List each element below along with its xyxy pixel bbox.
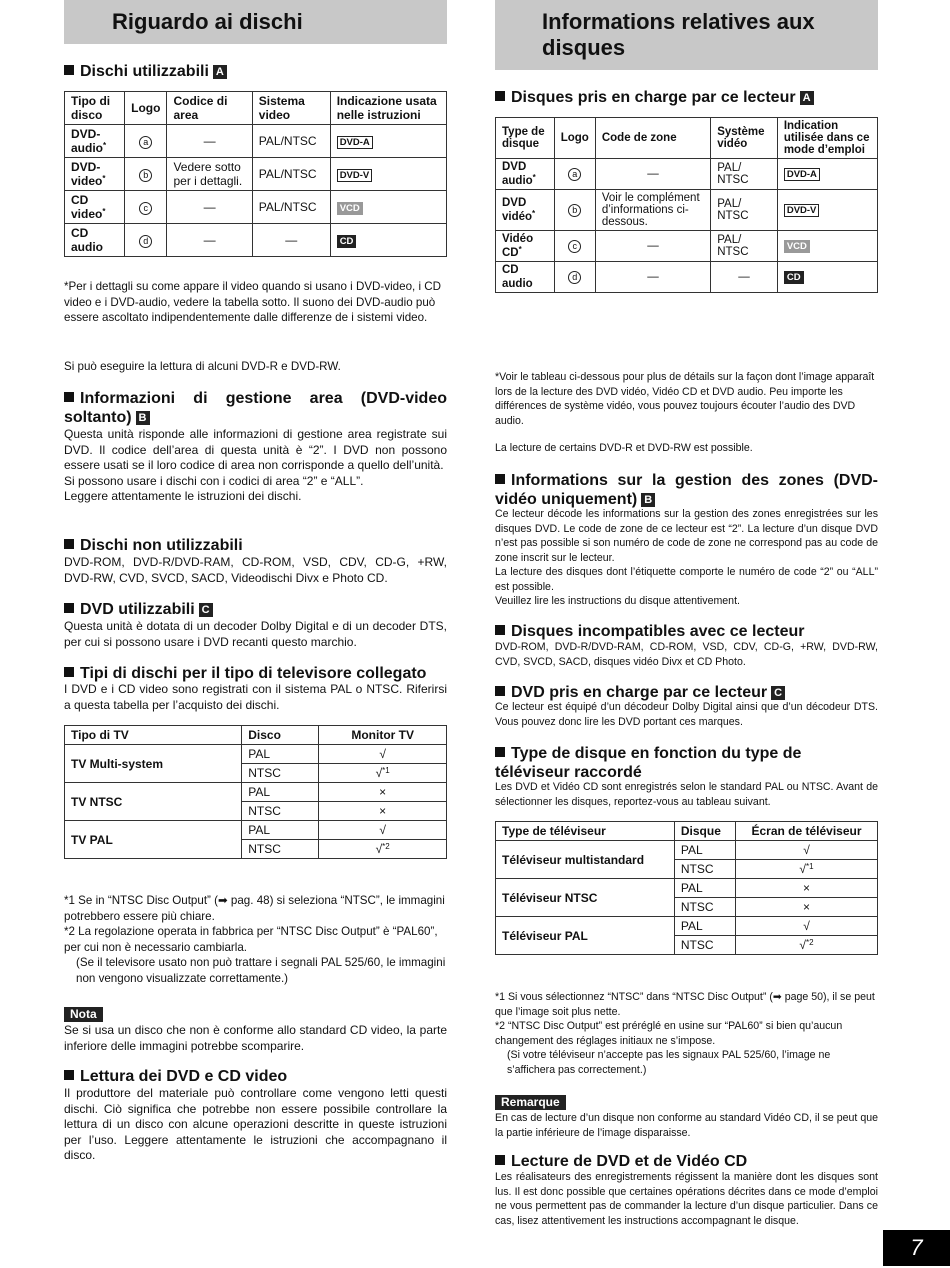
table-header: Tipo di disco [65, 92, 125, 125]
right-footnote: *Voir le tableau ci-dessous pour plus de détails sur la façon dont l’image apparaît lors de la lecture des DVD vidéo, Vidéo CD et DVD audio. Peu importe les différences de système vidéo, vous pouvez toujours écouter l’audio des DVD audio. [495, 371, 875, 427]
table-row [496, 262, 878, 293]
monitor-footnote: *2 [806, 938, 814, 947]
table-row [496, 841, 878, 860]
area-cell: — [167, 191, 252, 224]
monitor-symbol: √ [375, 766, 383, 780]
left-dvdr-note: Si può eseguire la lettura di alcuni DVD-R e DVD-RW. [64, 360, 341, 373]
area-cell: — [595, 159, 710, 190]
indication-cell [330, 191, 446, 224]
monitor-symbol: √ [375, 842, 383, 856]
table-row [65, 125, 447, 158]
disc-cell: PAL [242, 821, 319, 840]
table-row [65, 191, 447, 224]
left-s2-body3: Leggere attentamente le istruzioni dei dischi. [64, 489, 302, 503]
logo-cell [125, 125, 167, 158]
monitor-cell [319, 840, 447, 859]
system-cell: PAL/NTSC [252, 158, 330, 191]
left-s5-heading: Tipi di dischi per il tipo di televisore collegato [64, 664, 447, 683]
indication-tag: DVD-V [784, 204, 820, 217]
area-cell: — [167, 125, 252, 158]
monitor-symbol: √ [379, 747, 386, 761]
right-s1-heading: Disques pris en charge par ce lecteur A [495, 88, 878, 107]
left-footnote: *Per i dettagli su come appare il video quando si usano i DVD-video, i CD video e i DVD-audio, vedere la tabella sotto. Il suono dei DVD-audio può essere ascoltato indipendentemente dalle differenze de i sistemi video. [64, 280, 441, 324]
left-column [64, 0, 447, 1162]
table-row [496, 917, 878, 936]
logo-cell [554, 231, 595, 262]
monitor-cell [736, 879, 878, 898]
monitor-cell [736, 860, 878, 879]
monitor-footnote: *2 [382, 842, 390, 851]
table-header: Codice di area [167, 92, 252, 125]
system-cell: PAL/ NTSC [711, 159, 778, 190]
table-row [496, 231, 878, 262]
area-cell: Voir le complément d’informations ci-dessous. [595, 190, 710, 231]
table-header: Logo [554, 118, 595, 159]
indication-cell [330, 158, 446, 191]
monitor-symbol: × [379, 804, 387, 818]
monitor-cell [319, 821, 447, 840]
tv-type-cell: Téléviseur multistandard [496, 841, 675, 879]
system-cell: PAL/NTSC [252, 191, 330, 224]
table-row [65, 745, 447, 764]
right-dvdr-note: La lecture de certains DVD-R et DVD-RW est possible. [495, 442, 753, 454]
right-s6-heading: Lecture de DVD et de Vidéo CD [495, 1152, 878, 1171]
tv-type-cell: TV NTSC [65, 783, 242, 821]
tv-type-cell: TV Multi-system [65, 745, 242, 783]
logo-circle-icon: b [139, 169, 152, 182]
left-s2-body: Questa unità risponde alle informazioni di gestione area registrate sui DVD. Il codice dell’area di questa unità è “2”. I DVD non possono essere usati se il loro codice di area non corrisponde a quello dell’unità. [64, 427, 447, 472]
disc-cell: NTSC [242, 764, 319, 783]
monitor-cell [319, 745, 447, 764]
disc-cell: NTSC [674, 898, 735, 917]
left-s3-body: DVD-ROM, DVD-R/DVD-RAM, CD-ROM, VSD, CDV, CD-G, +RW, DVD-RW, CVD, SVCD, SACD, Videodischi Divx e Photo CD. [64, 555, 447, 585]
right-banner: Informations relatives aux disques [495, 0, 878, 70]
left-s4-body: Questa unità è dotata di un decoder Dolby Digital e di un decoder DTS, per cui si possono usare i DVD recanti questo marchio. [64, 619, 447, 649]
left-banner: Riguardo ai dischi [64, 0, 447, 44]
area-cell: — [167, 224, 252, 257]
disc-type: DVD-video [71, 160, 103, 188]
left-fn3: (Se il televisore usato non può trattare i segnali PAL 525/60, le immagini non vengono visualizzate correttamente.) [76, 956, 446, 985]
indication-tag: DVD-A [337, 136, 373, 149]
footnote-star: * [102, 174, 106, 183]
disc-type: DVD vidéo [502, 197, 533, 223]
right-s5-heading: Type de disque en fonction du type de téléviseur raccordé [495, 745, 802, 781]
system-cell: PAL/NTSC [252, 125, 330, 158]
right-s2-body2: La lecture des disques dont l’étiquette comporte le numéro de code “2” ou “ALL” est possible. [495, 566, 878, 593]
right-tv-table [495, 821, 878, 955]
indication-cell [330, 125, 446, 158]
logo-circle-icon: d [139, 235, 152, 248]
right-fn3: (Si votre téléviseur n’accepte pas les signaux PAL 525/60, l’image ne s’affichera pas correctement.) [507, 1049, 831, 1076]
logo-circle-icon: a [568, 168, 581, 181]
indication-tag: VCD [784, 240, 810, 253]
monitor-symbol: × [803, 900, 811, 914]
left-s1-heading: Dischi utilizzabili A [64, 62, 447, 81]
table-row [496, 879, 878, 898]
system-cell: PAL/ NTSC [711, 190, 778, 231]
disc-type-cell [65, 158, 125, 191]
table-header: Écran de téléviseur [736, 822, 878, 841]
footnote-star: * [103, 141, 107, 150]
footnote-star: * [532, 209, 536, 218]
footnote-star: * [518, 245, 522, 254]
logo-circle-icon: c [568, 240, 581, 253]
table-row [65, 158, 447, 191]
area-cell: — [595, 231, 710, 262]
right-disc-table [495, 117, 878, 293]
left-fn1: *1 Se in “NTSC Disc Output” (➡ pag. 48) si seleziona “NTSC”, le immagini potrebbero essere più chiare. [64, 894, 445, 923]
system-cell: — [711, 262, 778, 293]
monitor-cell [319, 764, 447, 783]
disc-cell: PAL [674, 841, 735, 860]
logo-cell [125, 158, 167, 191]
table-header: Disque [674, 822, 735, 841]
tv-type-cell: Téléviseur NTSC [496, 879, 675, 917]
table-header: Monitor TV [319, 726, 447, 745]
disc-cell: PAL [242, 745, 319, 764]
tv-type-cell: Téléviseur PAL [496, 917, 675, 955]
logo-cell [554, 159, 595, 190]
disc-type-cell [65, 125, 125, 158]
right-s2-body3: Veuillez lire les instructions du disque attentivement. [495, 595, 740, 607]
logo-circle-icon: a [139, 136, 152, 149]
right-s2-body: Ce lecteur décode les informations sur la gestion des zones enregistrées sur les disques DVD. Le code de zone de ce lecteur est “2”. La lecture d’un disque DVD n’est pas possible si son numéro de code de zone ne correspond pas au code de zone inscrit sur le lecteur. [495, 508, 878, 564]
disc-type: DVD-audio [71, 127, 103, 155]
monitor-cell [736, 841, 878, 860]
monitor-footnote: *1 [806, 862, 814, 871]
logo-cell [125, 224, 167, 257]
left-nota-label: Nota [64, 1007, 103, 1022]
left-s6-body: Il produttore del materiale può controllare come vengono letti questi dischi. Ciò significa che potrebbe non essere possibile controllare la lettura di un disco con alcune operazioni descritte in queste istruzioni per l’uso. Leggere attentamente le istruzioni che accompagnano il disco. [64, 1086, 447, 1162]
system-cell: — [252, 224, 330, 257]
table-header: Indicazione usata nelle istruzioni [330, 92, 446, 125]
indication-cell [777, 231, 877, 262]
indication-cell [777, 159, 877, 190]
left-s4-heading: DVD utilizzabili C [64, 600, 447, 619]
right-nota-label: Remarque [495, 1095, 566, 1110]
indication-tag: DVD-V [337, 169, 373, 182]
disc-type: CD video [71, 193, 103, 221]
right-s6-body: Les réalisateurs des enregistrements régissent la manière dont les disques sont lus. Il est donc possible que certaines opérations décrites dans ce mode d’emploi ne vous permettent pas de commander la lecture d’un disque particulier. Dans ce cas, lisez attentivement les instructions accompagnant le disque. [495, 1171, 878, 1227]
monitor-symbol: × [803, 881, 811, 895]
disc-type: CD audio [71, 226, 103, 254]
table-row [496, 159, 878, 190]
right-s4-body: Ce lecteur est équipé d’un décodeur Dolby Digital ainsi que d’un décodeur DTS. Vous pouvez donc lire les DVD portant ces marques. [495, 701, 878, 728]
right-s4-heading: DVD pris en charge par ce lecteur C [495, 683, 878, 702]
monitor-symbol: √ [799, 862, 807, 876]
table-header: Sistema video [252, 92, 330, 125]
left-s6-heading: Lettura dei DVD e CD video [64, 1067, 447, 1086]
footnote-star: * [102, 207, 106, 216]
monitor-symbol: √ [803, 843, 810, 857]
table-row [65, 783, 447, 802]
left-nota-body: Se si usa un disco che non è conforme allo standard CD video, la parte inferiore delle immagini potrebbe scomparire. [64, 1023, 447, 1053]
disc-type-cell [496, 231, 555, 262]
logo-cell [554, 190, 595, 231]
disc-cell: NTSC [674, 860, 735, 879]
disc-type: DVD audio [502, 161, 533, 187]
indication-tag: CD [337, 235, 357, 248]
disc-type: CD audio [502, 264, 533, 290]
indication-cell [330, 224, 446, 257]
table-header: Indication utilisée dans ce mode d’emploi [777, 118, 877, 159]
logo-cell [125, 191, 167, 224]
table-header: Code de zone [595, 118, 710, 159]
disc-cell: PAL [674, 917, 735, 936]
monitor-symbol: √ [799, 938, 807, 952]
right-s3-heading: Disques incompatibles avec ce lecteur [495, 622, 878, 641]
monitor-cell [319, 783, 447, 802]
disc-type-cell [65, 224, 125, 257]
right-column [495, 0, 878, 1227]
table-row [65, 821, 447, 840]
monitor-cell [736, 936, 878, 955]
left-s3-heading: Dischi non utilizzabili [64, 536, 447, 555]
system-cell: PAL/ NTSC [711, 231, 778, 262]
indication-cell [777, 190, 877, 231]
table-header: Type de téléviseur [496, 822, 675, 841]
monitor-cell [736, 917, 878, 936]
right-fn1: *1 Si vous sélectionnez “NTSC” dans “NTSC Disc Output” (➡ page 50), il se peut que l’image soit plus nette. [495, 991, 875, 1018]
disc-cell: PAL [674, 879, 735, 898]
table-row [496, 190, 878, 231]
right-s2-heading: Informations sur la gestion des zones (DVD-vidéo uniquement) B [495, 472, 878, 508]
disc-cell: NTSC [242, 802, 319, 821]
monitor-cell [319, 802, 447, 821]
disc-cell: NTSC [242, 840, 319, 859]
table-header: Tipo di TV [65, 726, 242, 745]
indication-cell [777, 262, 877, 293]
page-number: 7 [883, 1230, 950, 1266]
monitor-footnote: *1 [382, 766, 390, 775]
table-header: Type de disque [496, 118, 555, 159]
table-header: Système vidéo [711, 118, 778, 159]
area-cell: Vedere sotto per i dettagli. [167, 158, 252, 191]
footnote-star: * [532, 173, 536, 182]
monitor-symbol: × [379, 785, 387, 799]
logo-circle-icon: d [568, 271, 581, 284]
monitor-cell [736, 898, 878, 917]
left-s5-body: I DVD e i CD video sono registrati con il sistema PAL o NTSC. Riferirsi a questa tabella per l’acquisto dei dischi. [64, 682, 447, 712]
table-header: Logo [125, 92, 167, 125]
table-header: Disco [242, 726, 319, 745]
disc-type-cell [496, 190, 555, 231]
indication-tag: CD [784, 271, 804, 284]
disc-type-cell [496, 262, 555, 293]
left-disc-table [64, 91, 447, 257]
right-fn2: *2 “NTSC Disc Output” est préréglé en usine sur “PAL60” si bien qu’aucun changement des réglages initiaux ne s’impose. [495, 1020, 843, 1047]
left-fn2: *2 La regolazione operata in fabbrica per “NTSC Disc Output” è “PAL60”, per cui non è necessario cambiarla. [64, 925, 438, 954]
tv-type-cell: TV PAL [65, 821, 242, 859]
disc-type: Vidéo CD [502, 233, 534, 259]
disc-type-cell [65, 191, 125, 224]
monitor-symbol: √ [803, 919, 810, 933]
area-cell: — [595, 262, 710, 293]
logo-circle-icon: c [139, 202, 152, 215]
indication-tag: VCD [337, 202, 363, 215]
disc-cell: NTSC [674, 936, 735, 955]
left-s2-heading: Informazioni di gestione area (DVD-video soltanto) B [64, 390, 447, 426]
disc-cell: PAL [242, 783, 319, 802]
indication-tag: DVD-A [784, 168, 820, 181]
left-tv-table [64, 725, 447, 859]
right-s3-body: DVD-ROM, DVD-R/DVD-RAM, CD-ROM, VSD, CDV, CD-G, +RW, DVD-RW, CVD, SVCD, SACD, disques vidéo Divx et CD Photo. [495, 641, 878, 668]
disc-type-cell [496, 159, 555, 190]
logo-cell [554, 262, 595, 293]
monitor-symbol: √ [379, 823, 386, 837]
logo-circle-icon: b [568, 204, 581, 217]
table-row [65, 224, 447, 257]
left-s2-body2: Si possono usare i dischi con i codici di area “2” e “ALL”. [64, 473, 364, 488]
right-nota-body: En cas de lecture d’un disque non conforme au standard Vidéo CD, il se peut que la partie inférieure de l’image disparaisse. [495, 1112, 878, 1139]
right-s5-body: Les DVD et Vidéo CD sont enregistrés selon le standard PAL ou NTSC. Avant de sélectionner les disques, reportez-vous au tableau suivant. [495, 781, 878, 808]
